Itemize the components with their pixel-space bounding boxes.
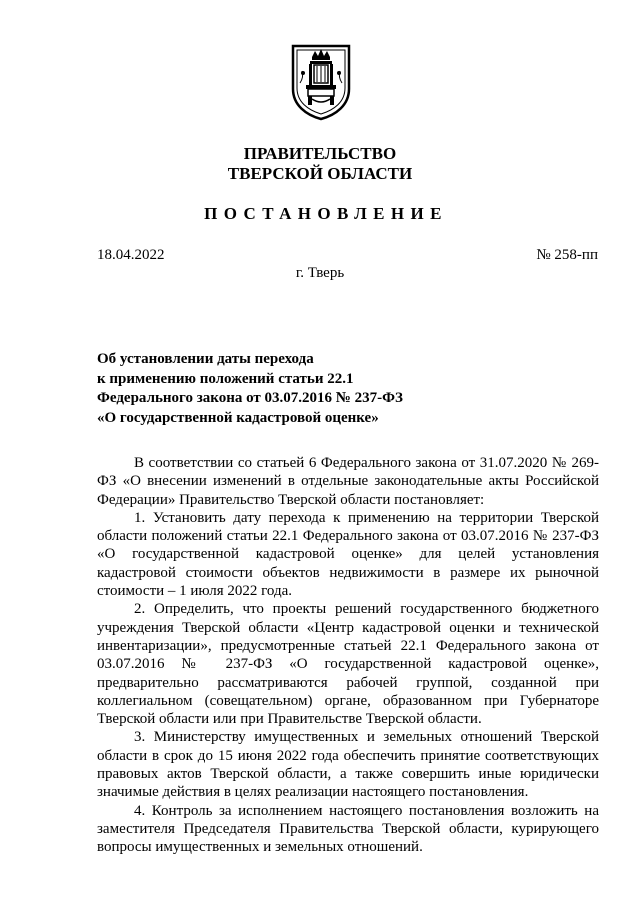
subject-line: Федерального закона от 03.07.2016 № 237-ФЗ [97, 390, 403, 406]
org-name-line2: ТВЕРСКОЙ ОБЛАСТИ [227, 164, 413, 183]
body-paragraph-item-3: 3. Министерству имущественных и земельных отношений Тверской области в срок до 15 июня 2022 года обеспечить принятие соответствующих правовых актов Тверской области, а также совершить иные юридически значимые действия в целях реализации настоящего постановления. [97, 729, 599, 801]
body-paragraph-item-4: 4. Контроль за исполнением настоящего постановления возложить на заместителя Председателя Правительства Тверской области, курирующего вопросы имущественных и земельных отношений. [97, 802, 599, 856]
document-city: г. Тверь [295, 265, 345, 281]
org-name-line1: ПРАВИТЕЛЬСТВО [243, 144, 397, 163]
subject-line: к применению положений статьи 22.1 [97, 370, 354, 387]
body-paragraph-item-2: 2. Определить, что проекты решений государственного бюджетного учреждения Тверской области «Центр кадастровой оценки и технической инвентаризации», предусмотренные статьей 22.1 Федерального закона от 03.07.2016 № 237-ФЗ «О государственной кадастровой оценке», предварительно рассматриваются рабочей группой, созданной при коллегиальном (совещательном) органе, образованном при Губернаторе Тверской области или при Правительстве Тверской области. [97, 601, 599, 728]
body-paragraph-item-1: 1. Установить дату перехода к применению на территории Тверской области положений статьи 22.1 Федерального закона от 03.07.2016 № 237-ФЗ «О государственной кадастровой оценке» для целей установления кадастровой стоимости объектов недвижимости в размере их рыночной стоимости – 1 июля 2022 года. [97, 509, 599, 600]
emblem-graphic [290, 43, 352, 121]
body-paragraph-preamble: В соответствии со статьей 6 Федерального закона от 31.07.2020 № 269-ФЗ «О внесении изменений в отдельные законодательные акты Российской Федерации» Правительство Тверской области постановляет: [97, 455, 599, 508]
tver-coat-of-arms-icon [290, 43, 352, 121]
document-body [97, 454, 599, 857]
document-number: № 258-пп [536, 247, 598, 263]
subject-line: Об установлении даты перехода [97, 351, 314, 367]
subject-line: «О государственной кадастровой оценке» [97, 409, 379, 426]
document-type: ПОСТАНОВЛЕНИЕ [204, 204, 448, 223]
document-subject [97, 350, 517, 428]
document-date: 18.04.2022 [97, 247, 165, 263]
